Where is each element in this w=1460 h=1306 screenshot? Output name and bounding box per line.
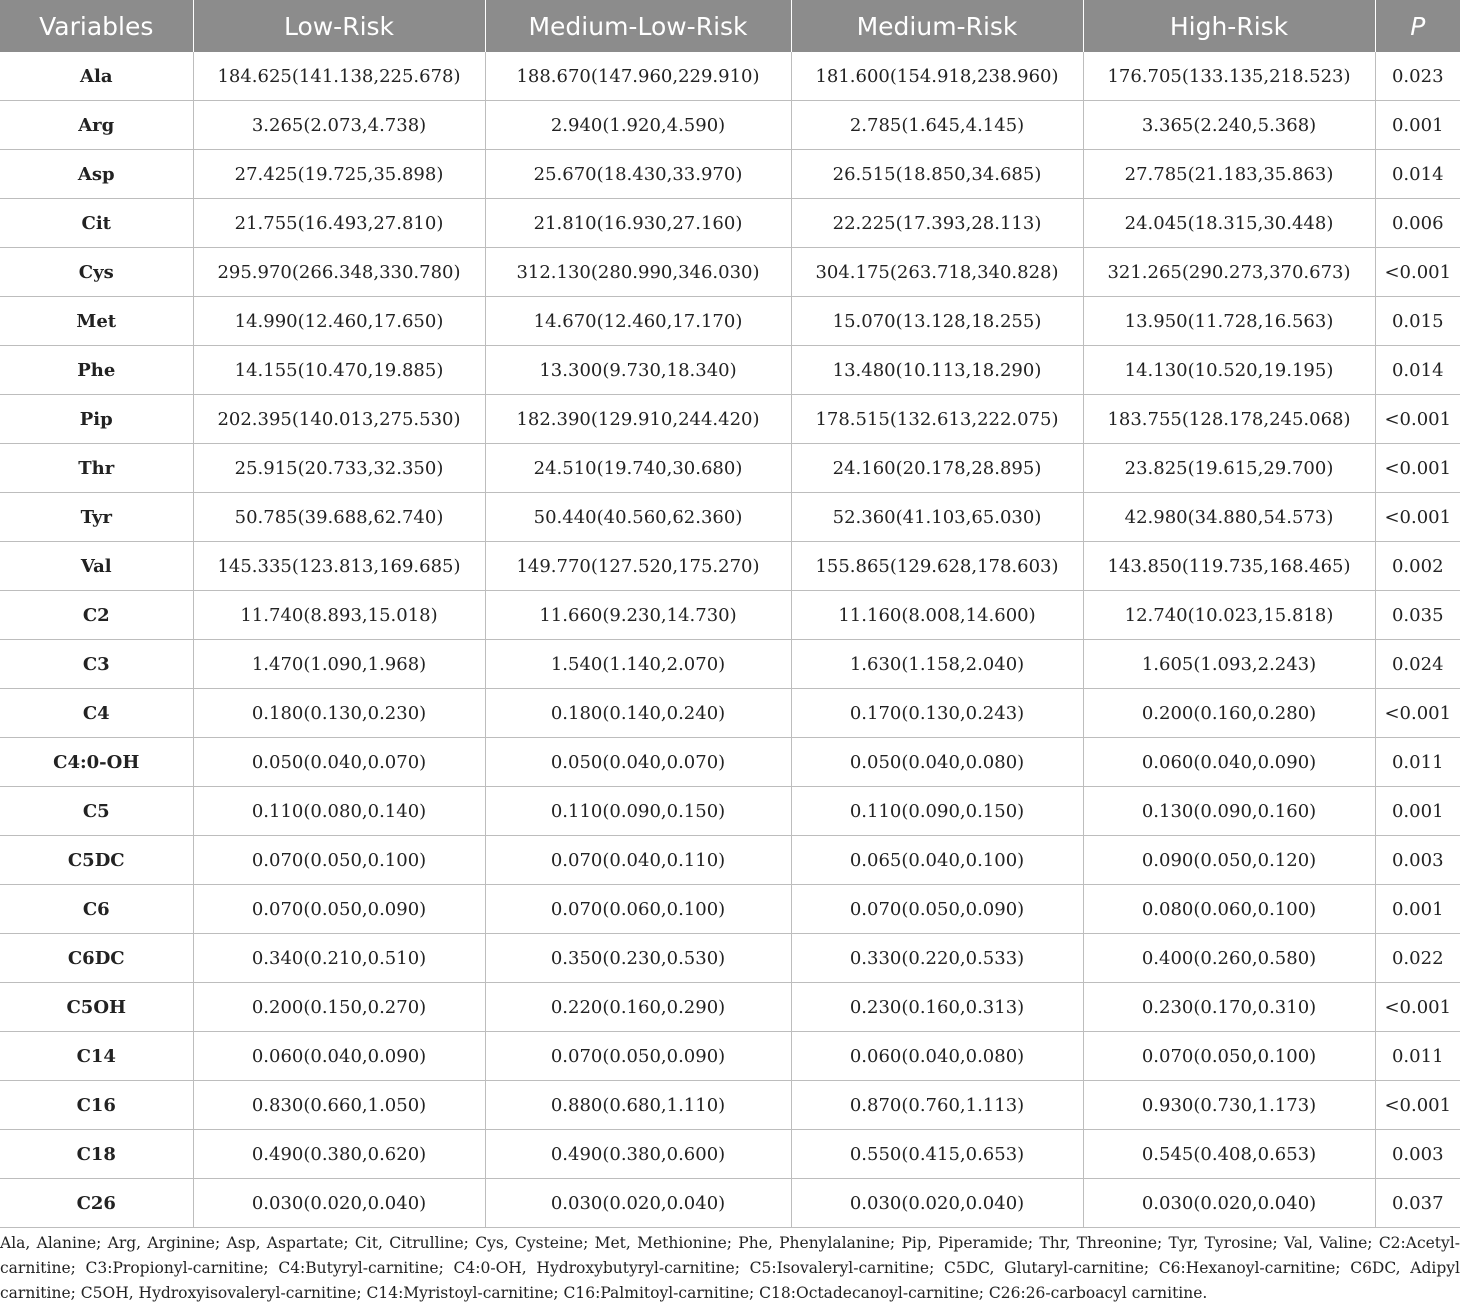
- medium-low-risk-cell: 149.770(127.520,175.270): [485, 542, 791, 591]
- variable-cell: Phe: [0, 346, 193, 395]
- p-value-cell: 0.001: [1375, 101, 1460, 150]
- header-p-value: P: [1375, 0, 1460, 52]
- low-risk-cell: 145.335(123.813,169.685): [193, 542, 485, 591]
- high-risk-cell: 13.950(11.728,16.563): [1083, 297, 1375, 346]
- high-risk-cell: 0.080(0.060,0.100): [1083, 885, 1375, 934]
- p-value-cell: 0.024: [1375, 640, 1460, 689]
- low-risk-cell: 14.155(10.470,19.885): [193, 346, 485, 395]
- high-risk-cell: 0.030(0.020,0.040): [1083, 1179, 1375, 1228]
- high-risk-cell: 0.230(0.170,0.310): [1083, 983, 1375, 1032]
- low-risk-cell: 0.200(0.150,0.270): [193, 983, 485, 1032]
- medium-risk-cell: 304.175(263.718,340.828): [791, 248, 1083, 297]
- high-risk-cell: 24.045(18.315,30.448): [1083, 199, 1375, 248]
- medium-risk-cell: 22.225(17.393,28.113): [791, 199, 1083, 248]
- low-risk-cell: 0.050(0.040,0.070): [193, 738, 485, 787]
- variable-cell: Asp: [0, 150, 193, 199]
- medium-low-risk-cell: 11.660(9.230,14.730): [485, 591, 791, 640]
- p-value-cell: 0.001: [1375, 885, 1460, 934]
- high-risk-cell: 0.545(0.408,0.653): [1083, 1130, 1375, 1179]
- high-risk-cell: 12.740(10.023,15.818): [1083, 591, 1375, 640]
- variable-cell: C5: [0, 787, 193, 836]
- table-row: [0, 689, 1460, 738]
- table-row: [0, 934, 1460, 983]
- low-risk-cell: 11.740(8.893,15.018): [193, 591, 485, 640]
- table-row: [0, 640, 1460, 689]
- table-row: [0, 248, 1460, 297]
- medium-low-risk-cell: 188.670(147.960,229.910): [485, 52, 791, 101]
- high-risk-cell: 321.265(290.273,370.673): [1083, 248, 1375, 297]
- low-risk-cell: 21.755(16.493,27.810): [193, 199, 485, 248]
- variable-cell: C4: [0, 689, 193, 738]
- medium-risk-cell: 52.360(41.103,65.030): [791, 493, 1083, 542]
- table-row: [0, 493, 1460, 542]
- p-value-cell: <0.001: [1375, 493, 1460, 542]
- table-header: [0, 0, 1460, 52]
- medium-low-risk-cell: 2.940(1.920,4.590): [485, 101, 791, 150]
- header-variables: Variables: [0, 0, 193, 52]
- p-value-cell: <0.001: [1375, 248, 1460, 297]
- table-row: [0, 787, 1460, 836]
- medium-risk-cell: 26.515(18.850,34.685): [791, 150, 1083, 199]
- low-risk-cell: 25.915(20.733,32.350): [193, 444, 485, 493]
- high-risk-cell: 183.755(128.178,245.068): [1083, 395, 1375, 444]
- table-row: [0, 836, 1460, 885]
- medium-low-risk-cell: 25.670(18.430,33.970): [485, 150, 791, 199]
- variable-cell: Val: [0, 542, 193, 591]
- variable-cell: C14: [0, 1032, 193, 1081]
- p-value-cell: 0.006: [1375, 199, 1460, 248]
- variable-cell: Met: [0, 297, 193, 346]
- variable-cell: Cit: [0, 199, 193, 248]
- medium-risk-cell: 2.785(1.645,4.145): [791, 101, 1083, 150]
- medium-risk-cell: 13.480(10.113,18.290): [791, 346, 1083, 395]
- p-value-cell: 0.011: [1375, 738, 1460, 787]
- p-value-cell: 0.014: [1375, 346, 1460, 395]
- high-risk-cell: 42.980(34.880,54.573): [1083, 493, 1375, 542]
- medium-low-risk-cell: 0.110(0.090,0.150): [485, 787, 791, 836]
- p-value-cell: 0.014: [1375, 150, 1460, 199]
- medium-risk-cell: 0.230(0.160,0.313): [791, 983, 1083, 1032]
- low-risk-cell: 0.180(0.130,0.230): [193, 689, 485, 738]
- variable-cell: C16: [0, 1081, 193, 1130]
- p-value-cell: 0.003: [1375, 1130, 1460, 1179]
- low-risk-cell: 3.265(2.073,4.738): [193, 101, 485, 150]
- table-row: [0, 52, 1460, 101]
- medium-risk-cell: 0.065(0.040,0.100): [791, 836, 1083, 885]
- table-row: [0, 444, 1460, 493]
- medium-low-risk-cell: 182.390(129.910,244.420): [485, 395, 791, 444]
- table-row: [0, 297, 1460, 346]
- table-row: [0, 1130, 1460, 1179]
- high-risk-cell: 0.130(0.090,0.160): [1083, 787, 1375, 836]
- medium-low-risk-cell: 312.130(280.990,346.030): [485, 248, 791, 297]
- table-row: [0, 738, 1460, 787]
- table-row: [0, 1032, 1460, 1081]
- header-medium-risk: Medium-Risk: [791, 0, 1083, 52]
- p-value-cell: 0.035: [1375, 591, 1460, 640]
- high-risk-cell: 176.705(133.135,218.523): [1083, 52, 1375, 101]
- table-row: [0, 199, 1460, 248]
- variable-cell: C4:0-OH: [0, 738, 193, 787]
- medium-risk-cell: 0.060(0.040,0.080): [791, 1032, 1083, 1081]
- table-body: [0, 52, 1460, 1228]
- medium-risk-cell: 0.550(0.415,0.653): [791, 1130, 1083, 1179]
- medium-low-risk-cell: 0.880(0.680,1.110): [485, 1081, 791, 1130]
- medium-low-risk-cell: 50.440(40.560,62.360): [485, 493, 791, 542]
- medium-low-risk-cell: 0.180(0.140,0.240): [485, 689, 791, 738]
- variable-cell: Ala: [0, 52, 193, 101]
- p-value-cell: <0.001: [1375, 689, 1460, 738]
- low-risk-cell: 202.395(140.013,275.530): [193, 395, 485, 444]
- medium-risk-cell: 24.160(20.178,28.895): [791, 444, 1083, 493]
- variable-cell: Tyr: [0, 493, 193, 542]
- medium-low-risk-cell: 21.810(16.930,27.160): [485, 199, 791, 248]
- header-low-risk: Low-Risk: [193, 0, 485, 52]
- variable-cell: C3: [0, 640, 193, 689]
- table-row: [0, 346, 1460, 395]
- table-row: [0, 1081, 1460, 1130]
- low-risk-cell: 0.070(0.050,0.090): [193, 885, 485, 934]
- medium-risk-cell: 15.070(13.128,18.255): [791, 297, 1083, 346]
- table-footnote: Ala, Alanine; Arg, Arginine; Asp, Aspartate; Cit, Citrulline; Cys, Cysteine; Met, Methionine; Phe, Phenylalanine; Pip, Piperamide; Thr, Threonine; Tyr, Tyrosine; Val, Valine; C2:Acetyl-carnitine; C3:Propionyl-carnitine; C4:Butyryl-carnitine; C4:0-OH, Hydroxybutyryl-carnitine; C5:Isovaleryl-carnitine; C5DC, Glutaryl-carnitine; C6:Hexanoyl-carnitine; C6DC, Adipyl carnitine; C5OH, Hydroxyisovaleryl-carnitine; C14:Myristoyl-carnitine; C16:Palmitoyl-carnitine; C18:Octadecanoyl-carnitine; C26:26-carboacyl carnitine.: [0, 1234, 1460, 1302]
- medium-risk-cell: 0.030(0.020,0.040): [791, 1179, 1083, 1228]
- high-risk-cell: 14.130(10.520,19.195): [1083, 346, 1375, 395]
- high-risk-cell: 0.200(0.160,0.280): [1083, 689, 1375, 738]
- medium-risk-cell: 155.865(129.628,178.603): [791, 542, 1083, 591]
- header-high-risk: High-Risk: [1083, 0, 1375, 52]
- medium-low-risk-cell: 0.350(0.230,0.530): [485, 934, 791, 983]
- variable-cell: C5OH: [0, 983, 193, 1032]
- medium-risk-cell: 0.170(0.130,0.243): [791, 689, 1083, 738]
- medium-low-risk-cell: 0.070(0.060,0.100): [485, 885, 791, 934]
- p-value-cell: 0.001: [1375, 787, 1460, 836]
- medium-risk-cell: 0.070(0.050,0.090): [791, 885, 1083, 934]
- high-risk-cell: 3.365(2.240,5.368): [1083, 101, 1375, 150]
- low-risk-cell: 14.990(12.460,17.650): [193, 297, 485, 346]
- variable-cell: C5DC: [0, 836, 193, 885]
- p-value-cell: 0.011: [1375, 1032, 1460, 1081]
- medium-low-risk-cell: 0.070(0.040,0.110): [485, 836, 791, 885]
- low-risk-cell: 0.490(0.380,0.620): [193, 1130, 485, 1179]
- medium-low-risk-cell: 0.030(0.020,0.040): [485, 1179, 791, 1228]
- medium-low-risk-cell: 14.670(12.460,17.170): [485, 297, 791, 346]
- medium-low-risk-cell: 0.070(0.050,0.090): [485, 1032, 791, 1081]
- p-value-cell: <0.001: [1375, 1081, 1460, 1130]
- high-risk-cell: 23.825(19.615,29.700): [1083, 444, 1375, 493]
- low-risk-cell: 295.970(266.348,330.780): [193, 248, 485, 297]
- p-value-cell: 0.037: [1375, 1179, 1460, 1228]
- medium-risk-cell: 178.515(132.613,222.075): [791, 395, 1083, 444]
- medium-risk-cell: 0.110(0.090,0.150): [791, 787, 1083, 836]
- table-row: [0, 101, 1460, 150]
- low-risk-cell: 0.830(0.660,1.050): [193, 1081, 485, 1130]
- variable-cell: Arg: [0, 101, 193, 150]
- medium-risk-cell: 181.600(154.918,238.960): [791, 52, 1083, 101]
- medium-risk-cell: 1.630(1.158,2.040): [791, 640, 1083, 689]
- medium-low-risk-cell: 0.220(0.160,0.290): [485, 983, 791, 1032]
- variable-cell: Pip: [0, 395, 193, 444]
- p-value-cell: 0.003: [1375, 836, 1460, 885]
- table-row: [0, 885, 1460, 934]
- header-row: [0, 0, 1460, 52]
- high-risk-cell: 1.605(1.093,2.243): [1083, 640, 1375, 689]
- medium-low-risk-cell: 13.300(9.730,18.340): [485, 346, 791, 395]
- variable-cell: C26: [0, 1179, 193, 1228]
- low-risk-cell: 0.110(0.080,0.140): [193, 787, 485, 836]
- medium-low-risk-cell: 0.490(0.380,0.600): [485, 1130, 791, 1179]
- medium-risk-cell: 11.160(8.008,14.600): [791, 591, 1083, 640]
- variable-cell: Thr: [0, 444, 193, 493]
- p-value-cell: 0.022: [1375, 934, 1460, 983]
- high-risk-cell: 0.400(0.260,0.580): [1083, 934, 1375, 983]
- table-row: [0, 395, 1460, 444]
- low-risk-cell: 50.785(39.688,62.740): [193, 493, 485, 542]
- variable-cell: C6DC: [0, 934, 193, 983]
- low-risk-cell: 1.470(1.090,1.968): [193, 640, 485, 689]
- medium-low-risk-cell: 0.050(0.040,0.070): [485, 738, 791, 787]
- variable-cell: C2: [0, 591, 193, 640]
- high-risk-cell: 27.785(21.183,35.863): [1083, 150, 1375, 199]
- high-risk-cell: 0.930(0.730,1.173): [1083, 1081, 1375, 1130]
- high-risk-cell: 0.060(0.040,0.090): [1083, 738, 1375, 787]
- table-row: [0, 983, 1460, 1032]
- p-value-cell: 0.002: [1375, 542, 1460, 591]
- table-row: [0, 1179, 1460, 1228]
- high-risk-cell: 143.850(119.735,168.465): [1083, 542, 1375, 591]
- table-row: [0, 591, 1460, 640]
- low-risk-cell: 0.030(0.020,0.040): [193, 1179, 485, 1228]
- low-risk-cell: 0.340(0.210,0.510): [193, 934, 485, 983]
- medium-risk-cell: 0.050(0.040,0.080): [791, 738, 1083, 787]
- variable-cell: Cys: [0, 248, 193, 297]
- low-risk-cell: 27.425(19.725,35.898): [193, 150, 485, 199]
- medium-low-risk-cell: 1.540(1.140,2.070): [485, 640, 791, 689]
- medium-risk-cell: 0.330(0.220,0.533): [791, 934, 1083, 983]
- p-value-cell: 0.015: [1375, 297, 1460, 346]
- p-value-cell: 0.023: [1375, 52, 1460, 101]
- low-risk-cell: 0.070(0.050,0.100): [193, 836, 485, 885]
- medium-low-risk-cell: 24.510(19.740,30.680): [485, 444, 791, 493]
- p-value-cell: <0.001: [1375, 395, 1460, 444]
- header-medium-low-risk: Medium-Low-Risk: [485, 0, 791, 52]
- p-value-cell: <0.001: [1375, 983, 1460, 1032]
- table-row: [0, 150, 1460, 199]
- medium-risk-cell: 0.870(0.760,1.113): [791, 1081, 1083, 1130]
- low-risk-cell: 184.625(141.138,225.678): [193, 52, 485, 101]
- variable-cell: C18: [0, 1130, 193, 1179]
- table-row: [0, 542, 1460, 591]
- low-risk-cell: 0.060(0.040,0.090): [193, 1032, 485, 1081]
- variable-cell: C6: [0, 885, 193, 934]
- high-risk-cell: 0.070(0.050,0.100): [1083, 1032, 1375, 1081]
- p-value-cell: <0.001: [1375, 444, 1460, 493]
- high-risk-cell: 0.090(0.050,0.120): [1083, 836, 1375, 885]
